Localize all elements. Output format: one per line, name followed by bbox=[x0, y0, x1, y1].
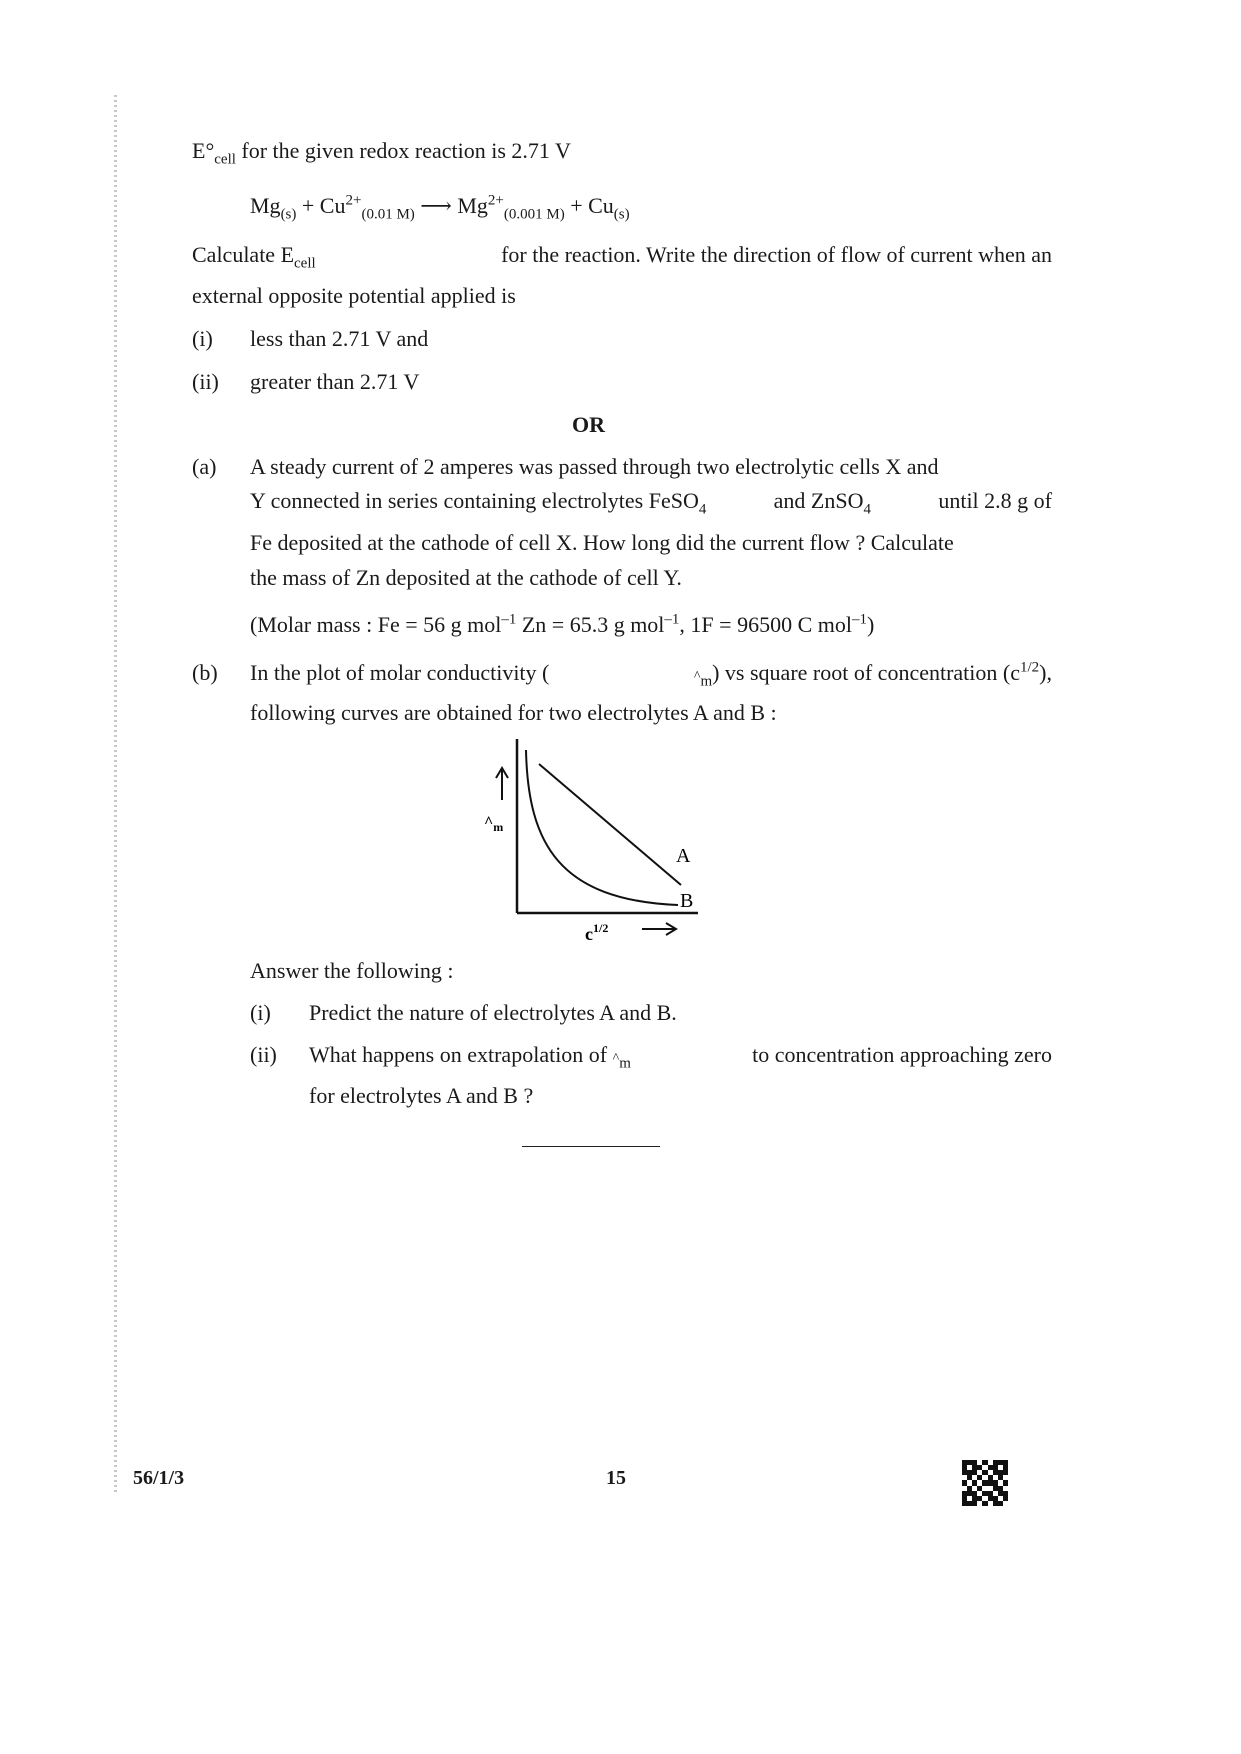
y-axis-label: $\^{}_m$ bbox=[484, 814, 504, 834]
qr-code bbox=[962, 1460, 1008, 1506]
page-number: 15 bbox=[606, 1467, 626, 1489]
item-ii-number: (ii) bbox=[192, 369, 219, 394]
curve-a-line bbox=[539, 764, 681, 885]
paper-code: 56/1/3 bbox=[133, 1467, 185, 1489]
end-rule bbox=[522, 1146, 660, 1147]
molar-mass-data: (Molar mass : Fe = 56 g mol$^{-1}$ Zn = 65.3 g mol$^{-1}$, 1F = 96500 C mol$^{-1}$) bbox=[250, 611, 875, 637]
question-line-1: Calculate $E_{cell}$ for the reaction. Write the direction of flow of current when an bbox=[192, 242, 1052, 272]
part-b-line-2: following curves are obtained for two electrolytes A and B : bbox=[250, 700, 777, 725]
molar-conductivity-graph bbox=[470, 735, 720, 955]
or-divider: OR bbox=[572, 412, 605, 437]
redox-reaction: $Mg_{(s)} + Cu^{2+}_{(0.01 M)}$ ⟶ $Mg^{2+}_{(0.001 M)} + Cu_{(s)}$ bbox=[250, 192, 630, 223]
part-b-line-1: In the plot of molar conductivity ( $\^{}_m$) vs square root of concentration $(c^{1/2})$, bbox=[250, 659, 1052, 690]
sub-i-text: Predict the nature of electrolytes A and B. bbox=[309, 1000, 677, 1025]
sub-ii-number: (ii) bbox=[250, 1042, 277, 1067]
part-b-number: (b) bbox=[192, 660, 218, 685]
part-a-number: (a) bbox=[192, 454, 217, 479]
item-ii-text: greater than 2.71 V bbox=[250, 369, 420, 394]
x-axis-label: $c^{1/2}$ bbox=[585, 921, 609, 944]
question-line-2: external opposite potential applied is bbox=[192, 283, 516, 308]
label-b: B bbox=[680, 890, 694, 912]
ecell-statement: $E^\circ_{cell}$ for the given redox reaction is 2.71 V bbox=[192, 138, 571, 168]
label-a: A bbox=[676, 845, 691, 867]
item-i-number: (i) bbox=[192, 326, 213, 351]
sub-ii-line-2: for electrolytes A and B ? bbox=[309, 1083, 534, 1108]
sub-ii-line-1: What happens on extrapolation of $\^{}_m$ to concentration approaching zero bbox=[309, 1042, 1052, 1072]
part-a-line-4: the mass of Zn deposited at the cathode of cell Y. bbox=[250, 565, 682, 590]
part-a-line-3: Fe deposited at the cathode of cell X. How long did the current flow ? Calculate bbox=[250, 530, 954, 555]
margin-dotted-strip bbox=[114, 95, 117, 1495]
part-a-line-2: Y connected in series containing electrolytes FeSO$_4$ and ZnSO$_4$ until 2.8 g of bbox=[250, 488, 1052, 518]
item-i-text: less than 2.71 V and bbox=[250, 326, 429, 351]
part-a-line-1: A steady current of 2 amperes was passed through two electrolytic cells X and bbox=[250, 454, 939, 479]
answer-intro: Answer the following : bbox=[250, 958, 454, 983]
sub-i-number: (i) bbox=[250, 1000, 271, 1025]
